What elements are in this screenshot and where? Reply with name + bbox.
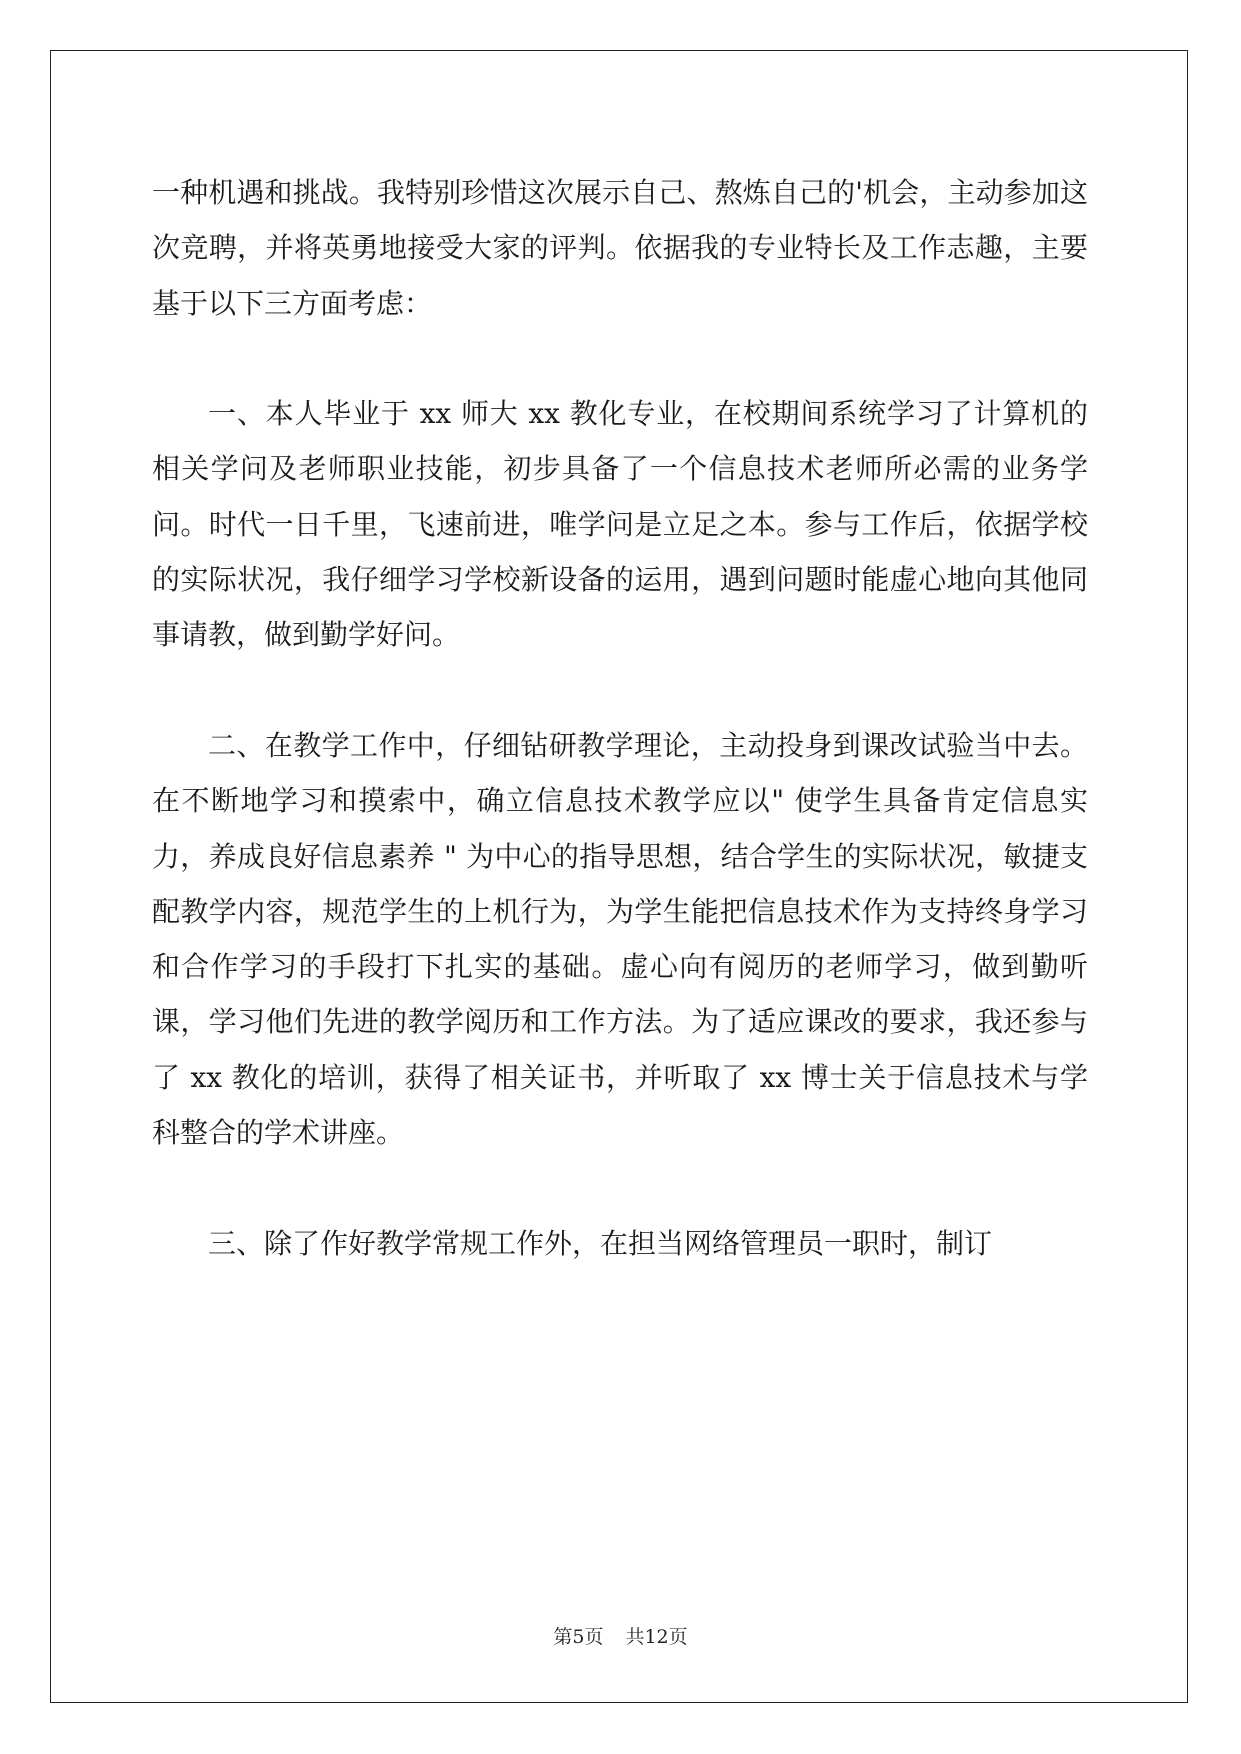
paragraph-2: 一、本人毕业于 xx 师大 xx 教化专业，在校期间系统学习了计算机的相关学问及老师职业技能，初步具备了一个信息技术老师所必需的业务学问。时代一日千里，飞速前进，唯学问是立足之本。参与工作后，依据学校的实际状况，我仔细学习学校新设备的运用，遇到问题时能虚心地向其他同事请教，做到勤学好问。	[152, 397, 1088, 652]
page-number: 第5页	[553, 1626, 604, 1648]
document-body	[152, 165, 1088, 1271]
paragraph-3: 二、在教学工作中，仔细钻研教学理论，主动投身到课改试验当中去。在不断地学习和摸索中，确立信息技术教学应以" 使学生具备肯定信息实力，养成良好信息素养 " 为中心的指导思想，结合学生的实际状况，敏捷支配教学内容，规范学生的上机行为，为学生能把信息技术作为支持终身学习和合作学习的手段打下扎实的基础。虚心向有阅历的老师学习，做到勤听课，学习他们先进的教学阅历和工作方法。为了适应课改的要求，我还参与了 xx 教化的培训，获得了相关证书，并听取了 xx 博士关于信息技术与学科整合的学术讲座。	[152, 728, 1088, 1150]
page-total: 共12页	[625, 1626, 688, 1648]
paragraph-1: 一种机遇和挑战。我特别珍惜这次展示自己、熬炼自己的'机会，主动参加这次竞聘，并将英勇地接受大家的评判。依据我的专业特长及工作志趣，主要基于以下三方面考虑：	[152, 176, 1088, 320]
paragraph-4: 三、除了作好教学常规工作外，在担当网络管理员一职时，制订	[208, 1226, 993, 1260]
page-footer	[0, 1622, 1241, 1649]
